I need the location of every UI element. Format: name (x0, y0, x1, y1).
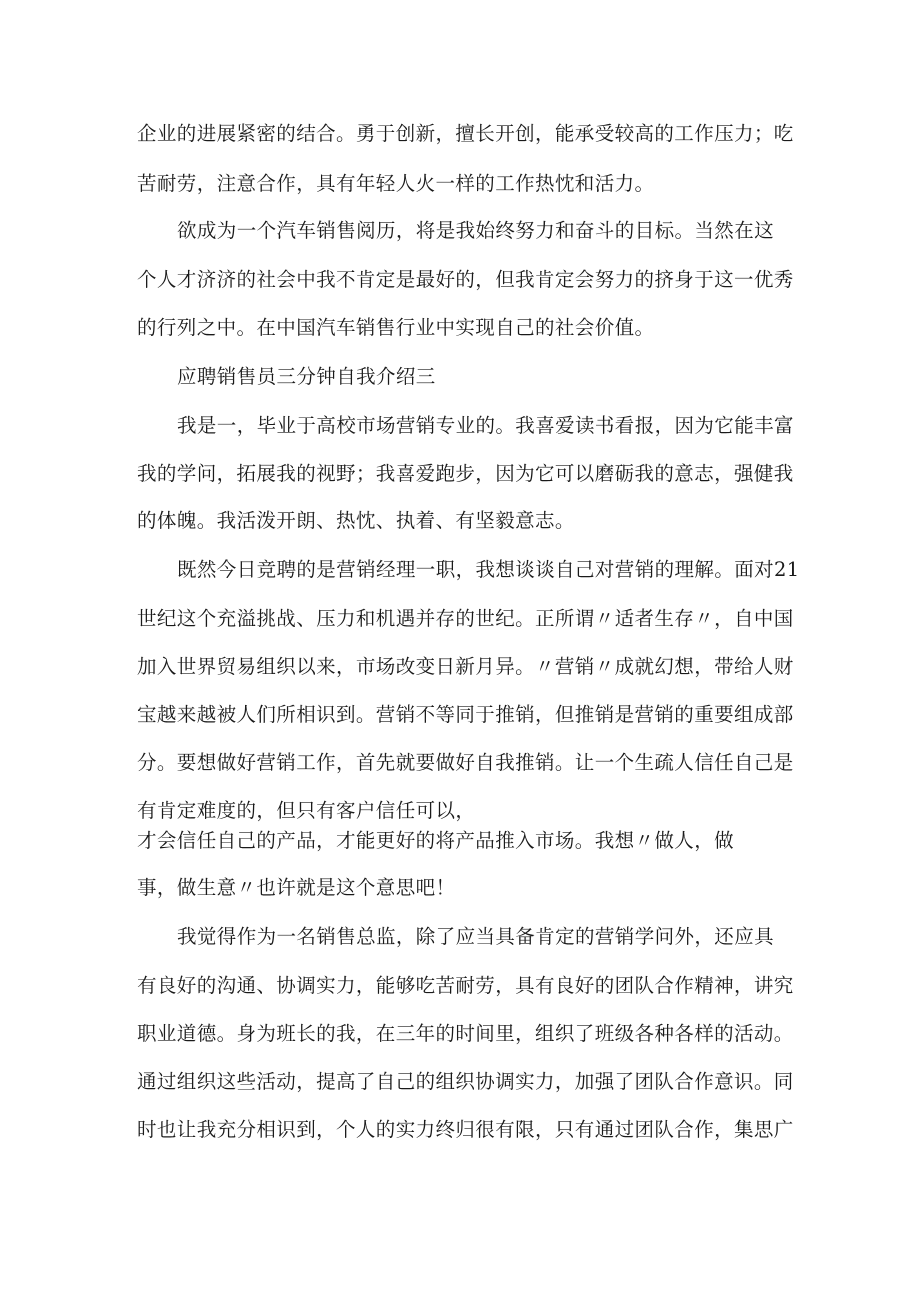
text-line: 世纪这个充溢挑战、压力和机遇并存的世纪。正所谓〃适者生存〃，自中国 (137, 607, 794, 630)
text-line: 有肯定难度的，但只有客户信任可以， (137, 799, 476, 822)
text-line: 职业道德。身为班长的我，在三年的时间里，组织了班级各种各样的活动。 (137, 1022, 794, 1045)
text-line: 苦耐劳，注意合作，具有年轻人火一样的工作热忱和活力。 (137, 172, 655, 195)
text-line: 加入世界贸易组织以来，市场改变日新月异。〃营销〃成就幻想，带给人财 (137, 655, 794, 678)
text-line: 欲成为一个汽车销售阅历，将是我始终努力和奋斗的目标。当然在这 (177, 219, 775, 242)
text-line: 事，做生意〃也许就是这个意思吧！ (137, 876, 456, 899)
text-line: 的体魄。我活泼开朗、热忱、执着、有坚毅意志。 (137, 509, 575, 532)
text-line: 我是一，毕业于高校市场营销专业的。我喜爱读书看报，因为它能丰富 (177, 414, 794, 437)
text-line: 时也让我充分相识到，个人的实力终归很有限，只有通过团队合作，集思广 (137, 1118, 794, 1141)
text-line: 宝越来越被人们所相识到。营销不等同于推销，但推销是营销的重要组成部 (137, 703, 794, 726)
text-line: 分。要想做好营销工作，首先就要做好自我推销。让一个生疏人信任自己是 (137, 751, 794, 774)
text-line: 既然今日竞聘的是营销经理一职，我想谈谈自己对营销的理解。面对21 (177, 558, 800, 581)
text-line: 个人才济济的社会中我不肯定是最好的，但我肯定会努力的挤身于这一优秀 (137, 268, 794, 291)
text-line: 才会信任自己的产品，才能更好的将产品推入市场。我想〃做人，做 (137, 829, 735, 852)
text-line: 通过组织这些活动，提高了自己的组织协调实力，加强了团队合作意识。同 (137, 1070, 794, 1093)
text-line: 的行列之中。在中国汽车销售行业中实现自己的社会价值。 (137, 316, 655, 339)
text-line: 有良好的沟通、协调实力，能够吃苦耐劳，具有良好的团队合作精神，讲究 (137, 974, 794, 997)
text-line: 企业的进展紧密的结合。勇于创新，擅长开创，能承受较高的工作压力；吃 (137, 122, 794, 145)
text-line: 我觉得作为一名销售总监，除了应当具备肯定的营销学问外，还应具 (177, 925, 775, 948)
section-heading: 应聘销售员三分钟自我介绍三 (177, 365, 436, 388)
text-line: 我的学问，拓展我的视野；我喜爱跑步，因为它可以磨砺我的意志，强健我 (137, 462, 794, 485)
